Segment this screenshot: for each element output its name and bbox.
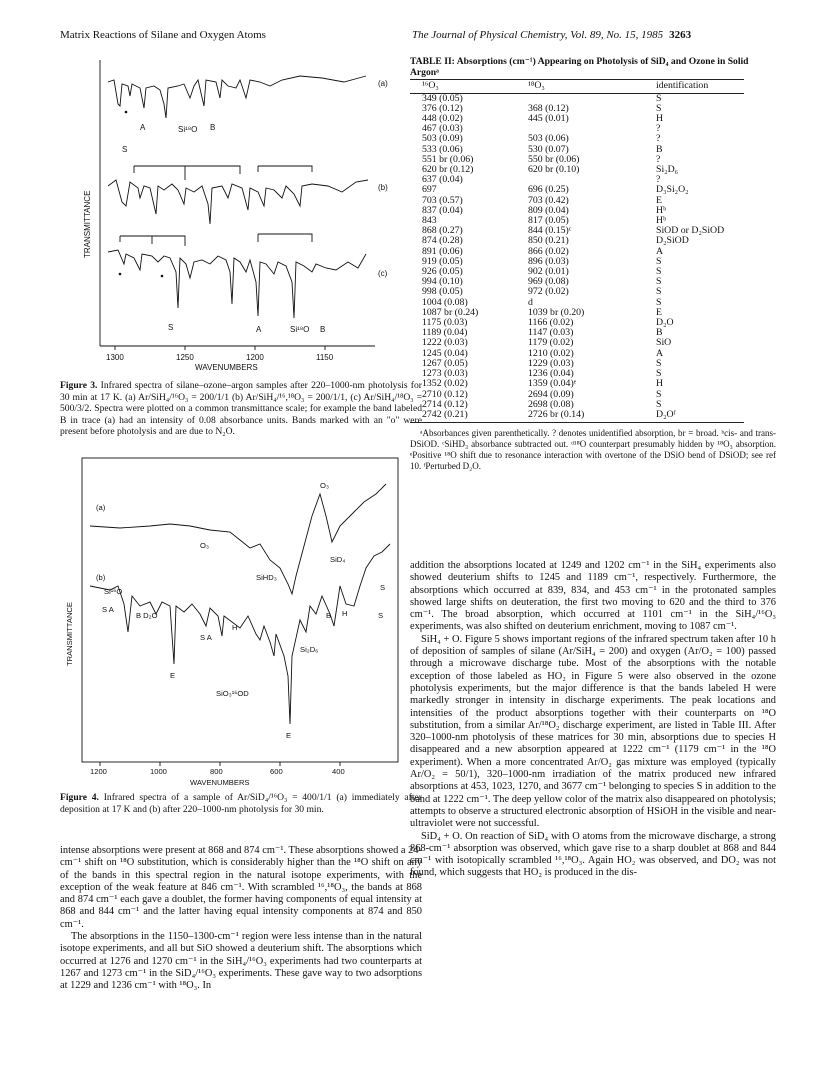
cell-16o3: 2742 (0.21) [410,410,528,423]
band-c-A: A [256,325,262,334]
cell-18o3: 1166 (0.02) [528,317,574,329]
band-sihd3: SiHD₃ [256,573,277,582]
page-number: 3263 [669,29,692,41]
cell-18o3: d [528,296,533,308]
cell-16o3: 1273 (0.03) [422,368,468,380]
cell-16o3: 637 (0.04) [422,174,463,186]
band-c-B: B [320,325,326,334]
cell-18o3: 703 (0.42) [528,194,569,206]
journal-name: The Journal of Physical Chemistry, Vol. 89, No. 15, 1985 [412,29,664,41]
band-c-S: S [168,323,174,332]
cell-identification: B [656,143,663,155]
table-row [410,379,744,389]
bracket-c1 [120,236,185,246]
trace-b [108,180,368,224]
cell-identification: D₂Oᶠ [656,410,744,423]
cell-16o3: 448 (0.02) [422,113,463,125]
x-tick-600: 600 [270,767,283,776]
col-header-18o3: ¹⁸O₃ [528,80,656,93]
cell-identification: H [656,378,664,390]
cell-16o3: 926 (0.05) [422,266,463,278]
band-c-si18o: Si¹⁸O [290,325,310,334]
cell-18o3: 2694 (0.09) [528,388,574,400]
cell-identification: H [656,113,664,125]
cell-identification: D₂O [656,317,674,329]
cell-identification: S [656,357,662,369]
figure-3-spectra [60,58,422,376]
trace-b-label: (b) [96,573,106,582]
cell-16o3: 1222 (0.03) [422,337,468,349]
cell-identification: Hᵇ [656,215,667,227]
cell-16o3: 1175 (0.03) [422,317,468,329]
y-axis-label: TRANSMITTANCE [83,190,92,258]
table-row [410,410,744,423]
x-tick-1000: 1000 [150,767,167,776]
cell-identification: E [656,306,662,318]
cell-16o3: 349 (0.05) [422,92,463,104]
absorption-table [410,79,744,423]
x-tick-1200: 1200 [246,353,264,362]
cell-16o3: 843 [422,215,437,227]
paragraph: SiD₄ + O. On reaction of SiD₄ with O atoms from the microwave discharge, a strong 868-cm⁻¹ absorption was observed, which gave rise to a sharp doublet at 868 and 844 cm⁻¹ with isotopically scrambled ¹⁶,¹⁸O₃. Again HO₂ was observed, and DO₂ was not found, which suggests that HO₂ is produced in the dis- [410,830,776,879]
cell-18o3: 1039 br (0.20) [528,306,585,318]
cell-identification: B [656,327,663,339]
band-b-d2o: B D₂O [136,611,158,620]
cell-18o3: 866 (0.02) [528,245,569,257]
plot-frame [82,458,398,762]
x-tick-1200: 1200 [90,767,107,776]
cell-18o3: 368 (0.12) [528,102,569,114]
figure-3-caption [60,380,422,438]
band-s-a-2: S A [200,633,212,642]
cell-16o3: 868 (0.27) [422,225,463,237]
figure-4-caption-lead: Figure 4. [60,792,99,803]
figure-3-caption-lead: Figure 3. [60,380,98,391]
cell-16o3: 703 (0.57) [422,194,463,206]
cell-16o3: 919 (0.05) [422,255,463,267]
x-tick-1150: 1150 [316,353,334,362]
band-s-2: S [378,611,384,620]
band-a-si18o: Si¹⁸O [178,125,198,134]
trace-c [108,250,366,318]
trace-c-label: (c) [378,269,388,278]
cell-16o3: 1267 (0.05) [422,357,468,369]
trace-a-label: (a) [96,503,106,512]
cell-16o3: 2714 (0.12) [422,398,468,410]
cell-identification: Si₂D₆ [656,164,679,176]
x-axis-label: WAVENUMBERS [195,363,258,372]
trace-a [108,76,366,118]
paragraph: SiH₄ + O. Figure 5 shows important regions of the infrared spectrum taken after 10 h of deposition of samples of silane (Ar/SiH₄ = 200) and oxygen (Ar/O₂ = 100) passed through a microwave discharge tube. Most of the absorptions with the notable exception of those labeled as HO₂ in Figure 5 were also observed in the ozone photolysis experiments, but the major difference is that the bands labeled H were markedly stronger in intensity in discharge experiments. The peak locations and intensities of the product absorptions together with their counterparts on ¹⁸O substitution, from a similar Ar/¹⁸O₂ discharge experiment, are listed in Table III. After 320–1000-nm photolysis of these matrices for 30 min, absorptions due to species H disappeared and a new absorption appeared at 1222 cm⁻¹ (1179 cm⁻¹ in the ¹⁸O experiment). When a more concentrated Ar/O₂ gas mixture was employed (typically Ar/O₂ = 50/1), 320–1000-nm irradiation of the matrix produced new infrared absorptions at 453, 1023, 1270, and 3677 cm⁻¹ belonging to species S in addition to the band at 1222 cm⁻¹. The deep yellow color of the matrix also disappeared on photolysis; attempts to observe a structured electronic absorption of HSiOH in the visible and near-ultraviolet were not successful. [410,633,776,830]
table-title: TABLE II: Absorptions (cm⁻¹) Appearing on Photolysis of SiD₄ and Ozone in Solid Argonᵃ [410,56,749,79]
cell-18o3: 1236 (0.04) [528,368,574,380]
cell-18o3: 530 (0.07) [528,143,569,155]
cell-16o3: 620 br (0.12) [422,164,474,176]
cell-identification: ? [656,153,661,165]
trace-a-label: (a) [378,79,388,88]
paragraph: The absorptions in the 1150–1300-cm⁻¹ region were less intense than in the natural isotope experiments, and all but SiO showed a deuterium shift. The absorptions which occurred at 1276 and 1270 cm⁻¹ in the SiH₄/¹⁶O₃ experiments had two counterparts at 1267 and 1273 cm⁻¹ in the SiD₄/¹⁶O₃ experiments. These gave way to two adsorptions at 1229 and 1236 cm⁻¹ with ¹⁸O₃. In [60,931,422,992]
cell-18o3: 844 (0.15)ᶜ [528,225,572,237]
band-sid4: SiD₄ [330,555,346,564]
cell-18o3: 1147 (0.03) [528,327,574,339]
cell-identification: ? [656,174,661,186]
bracket-c2 [258,234,312,242]
band-b: B [326,611,332,620]
cell-16o3: 994 (0.10) [422,276,463,288]
cell-18o3: 902 (0.01) [528,266,569,278]
cell-identification: D₂SiOD [656,235,689,247]
running-title: Matrix Reactions of Silane and Oxygen Atoms [60,29,266,41]
cell-16o3: 533 (0.06) [422,143,463,155]
cell-identification: E [656,194,662,206]
cell-16o3: 891 (0.06) [422,245,463,257]
col-header-16o3: ¹⁶O₃ [410,80,528,93]
band-e-1: E [170,671,176,680]
journal-citation [412,29,691,41]
bracket-b1 [134,166,240,180]
band-h: H [232,623,238,632]
cell-identification: S [656,388,662,400]
band-sio3od: SiO₃¹⁶OD [216,689,249,698]
cell-18o3: 1359 (0.04)ᵉ [528,378,577,390]
cell-18o3: 817 (0.05) [528,215,569,227]
figure-4-caption [60,792,422,815]
cell-16o3: 1245 (0.04) [422,347,468,359]
cell-identification: Hᵇ [656,204,667,216]
cell-16o3: 837 (0.04) [422,204,463,216]
cell-16o3: 1189 (0.04) [422,327,468,339]
x-tick-1250: 1250 [176,353,194,362]
bracket-b2 [258,166,312,172]
cell-18o3: 503 (0.06) [528,133,569,145]
cell-identification: S [656,266,662,278]
cell-16o3: 1352 (0.02) [422,378,468,390]
cell-identification: S [656,92,662,104]
band-a-A: A [140,123,146,132]
cell-16o3: 551 br (0.06) [422,153,474,165]
cell-16o3: 467 (0.03) [422,123,463,135]
cell-16o3: 2710 (0.12) [422,388,468,400]
cell-identification: A [656,347,664,359]
cell-16o3: 1087 br (0.24) [422,306,479,318]
trace-a [90,484,386,594]
cell-18o3: 896 (0.03) [528,255,569,267]
band-h-2: H [342,609,348,618]
band-o3-top: O₃ [320,481,329,490]
cell-identification: S [656,255,662,267]
cell-identification: A [656,245,664,257]
band-e-2: E [286,731,292,740]
table-ii [410,56,776,471]
right-column-text [410,560,776,880]
table-row [410,175,744,185]
band-o3: O₃ [200,541,209,550]
band-s-1: S [380,583,386,592]
band-s-a: S A [102,605,114,614]
figure-4-caption-text: Infrared spectra of a sample of Ar/SiD₄/¹⁶O₃ = 400/1/1 (a) immediately after deposition at 17 K and (b) after 220–1000-nm photolysis for 30 min. [60,792,422,815]
paragraph: intense absorptions were present at 868 and 874 cm⁻¹. These absorptions showed a 24-cm⁻¹ shift on ¹⁸O substitution, which is considerably higher than the ¹⁸O shift on any of the bands in this spectral region in the natural isotope experiments, with the exception of the weak feature at 846 cm⁻¹. With scrambled ¹⁶,¹⁸O₃, the bands at 868 and 874 cm⁻¹ each gave a doublet, the former having components of equal intensity at 868 and 844 cm⁻¹ and the latter having equal intensity components at 874 and 850 cm⁻¹. [60,845,422,930]
cell-18o3: 445 (0.01) [528,113,569,125]
band-si2d6: Si₂D₆ [300,645,319,654]
cell-identification: S [656,296,662,308]
figure-3-caption-text: Infrared spectra of silane–ozone–argon samples after 220–1000-nm photolysis for 30 min at 17 K. (a) Ar/SiH₄/¹⁶O₃ = 200/1/1 (b) Ar/SiH₄/¹⁶,¹⁸O₃ = 200/1/1, (c) Ar/SiH₄/¹⁸O₃ = 500/3/2. Spectra were plotted on a common transmittance scale; for example the band labeled B in trace (a) had an intensity of 0.08 absorbance units. Bands marked with an "o" were present before photolysis and are due to N₂O. [60,380,422,438]
cell-16o3: 1004 (0.08) [422,296,468,308]
paragraph: addition the absorptions located at 1249 and 1202 cm⁻¹ in the SiH₄ experiments also showed deuterium shifts to 1245 and 1189 cm⁻¹, respectively. Furthermore, the absorptions which occurred at 839, 834, and 453 cm⁻¹ in the protonated samples showed large shifts on deuteration, the first two moving to 620 and the third to 376 cm⁻¹. The broad absorption, which occurred at 1101 cm⁻¹ in the SiH₄/¹⁶O₃ experiments, was also shifted on deuterium enrichment, moving to 1087 cm⁻¹. [410,560,776,633]
cell-identification: SiO [656,337,672,349]
cell-18o3: 1210 (0.02) [528,347,574,359]
figure-4-spectra [60,456,422,786]
x-tick-800: 800 [210,767,223,776]
band-a-S: S [122,145,128,154]
trace-b-label: (b) [378,183,388,192]
table-footnote: ᵃAbsorbances given parenthetically. ? denotes unidentified absorption, br = broad. ᵇcis- and trans-DSiOD. ᶜSiHD₃ absorbance subtracted out. ᵈ¹⁸O counterpart presumably hidden by ¹⁸O₃ absorption. ᵉPositive ¹⁸O shift due to resonance interaction with overtone of the DSiO bend of DSiOD; see ref 10. ᶠPerturbed D₂O. [410,428,776,471]
cell-18o3: 972 (0.02) [528,286,569,298]
cell-identification: S [656,368,662,380]
cell-identification: SiOD or D₂SiOD [656,225,725,237]
cell-18o3: 850 (0.21) [528,235,569,247]
cell-18o3: 620 br (0.10) [528,164,580,176]
x-tick-400: 400 [332,767,345,776]
cell-identification: S [656,102,662,114]
cell-16o3: 998 (0.05) [422,286,463,298]
x-axis-label: WAVENUMBERS [190,778,250,787]
cell-18o3: 809 (0.04) [528,204,569,216]
cell-identification: ? [656,123,661,135]
cell-18o3: 2726 br (0.14) [528,410,656,423]
cell-16o3: 503 (0.09) [422,133,463,145]
cell-18o3: 1179 (0.02) [528,337,574,349]
cell-16o3: 874 (0.28) [422,235,463,247]
cell-18o3: 969 (0.08) [528,276,569,288]
table-row [410,206,744,216]
cell-18o3: 2698 (0.08) [528,398,574,410]
cell-identification: ? [656,133,661,145]
left-column-text [60,845,422,993]
x-tick-1300: 1300 [106,353,124,362]
col-header-identification: identification [656,80,744,93]
cell-identification: D₃Si₂O₂ [656,184,689,196]
cell-18o3: 550 br (0.06) [528,153,580,165]
cell-18o3: 1229 (0.03) [528,357,574,369]
cell-16o3: 697 [422,184,437,196]
cell-16o3: 376 (0.12) [422,102,463,114]
cell-18o3: 696 (0.25) [528,184,569,196]
cell-identification: S [656,286,662,298]
band-a-B: B [210,123,216,132]
y-axis-label: TRANSMITTANCE [65,602,74,666]
cell-identification: S [656,276,662,288]
cell-identification: S [656,398,662,410]
band-si16o: Si¹⁶O [104,587,123,596]
